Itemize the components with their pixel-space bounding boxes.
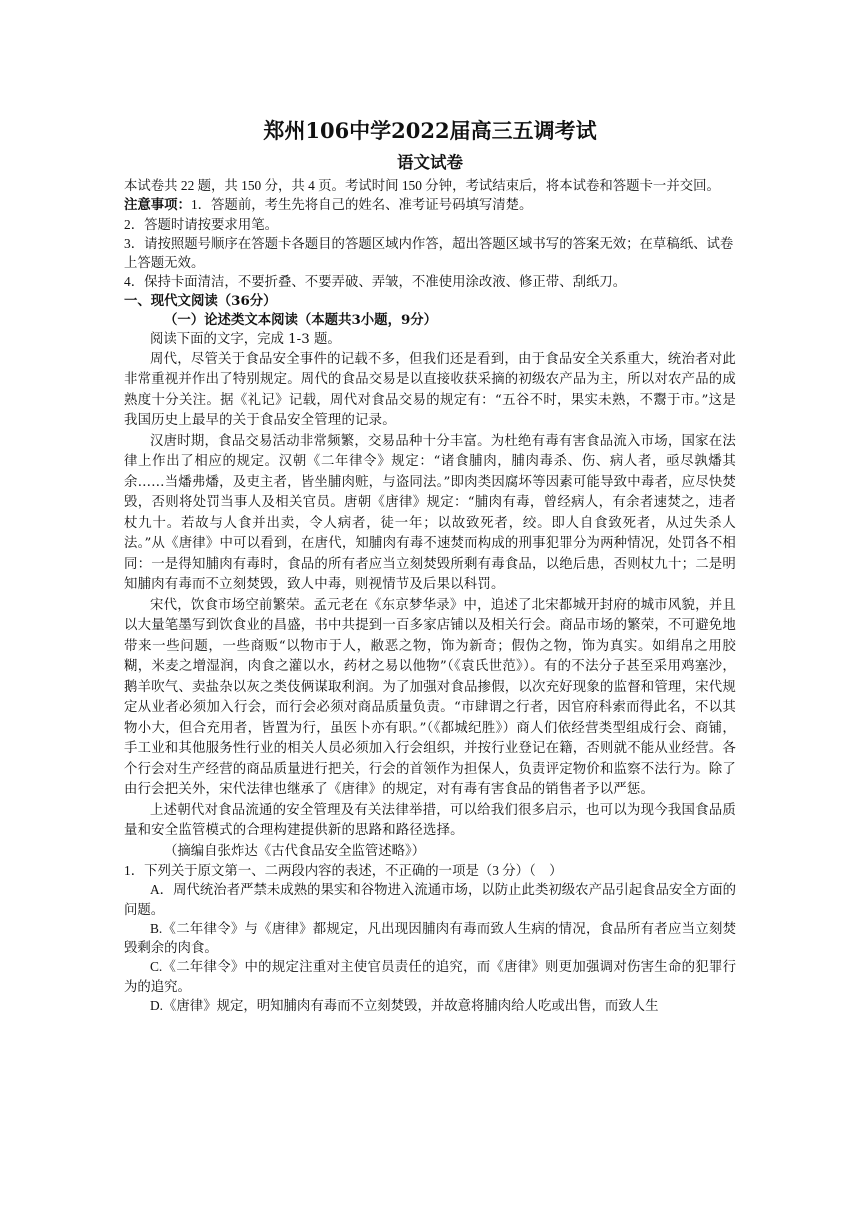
- note-3: 3．请按照题号顺序在答题卡各题目的答题区域内作答，超出答题区域书写的答案无效；在草稿纸、试卷上答题无效。: [124, 235, 734, 271]
- note-2: 2．答题时请按要求用笔。: [124, 216, 278, 232]
- reading-prompt: 阅读下面的文字，完成 1-3 题。: [150, 332, 341, 348]
- exam-subtitle: 语文试卷: [397, 153, 463, 172]
- subsection-heading: （一）论述类文本阅读（本题共3小题，9分）: [164, 312, 438, 329]
- note-4: 4．保持卡面清洁，不要折叠、不要弄破、弄皱，不准使用涂改液、修正带、刮纸刀。: [124, 274, 627, 290]
- essay-paragraph-4: 上述朝代对食品流通的安全管理及有关法律举措，可以给我们很多启示，也可以为现今我国食品质量和安全监管模式的合理构建提供新的思路和路径选择。: [124, 802, 736, 839]
- question-1-option-a: A．周代统治者严禁未成熟的果实和谷物进入流通市场，以防止此类初级农产品引起食品安全方面的问题。: [124, 882, 736, 917]
- essay-paragraph-3: 宋代，饮食市场空前繁荣。孟元老在《东京梦华录》中，追述了北宋都城开封府的城市风貌，并且以大量笔墨写到饮食业的昌盛，书中共提到一百多家店铺以及相关行会。商品市场的繁荣，不可避免地带来一些问题，一些商贩“以物市于人，敝恶之物，饰为新奇；假伪之物，饰为真实。如绢帛之用胶糊，米麦之增湿润，肉食之灌以水，药材之易以他物”（《袁氏世范》）。有的不法分子甚至采用鸡塞沙，鹅羊吹气、卖盐杂以灰之类伎俩谋取利润。为了加强对食品掺假，以次充好现象的监督和管理，宋代规定从业者必须加入行会，而行会必须对商品质量负责。“市肆谓之行者，因官府科索而得此名，不以其物小大，但合充用者，皆置为行，虽医卜亦有职。”（《都城纪胜》）商人们依经营类型组成行会、商铺，手工业和其他服务性行业的相关人员必须加入行会组织，并按行业登记在籍，否则就不能从业经营。各个行会对生产经营的商品质量进行把关，行会的首领作为担保人，负责评定物价和监察不法行为。除了由行会把关外，宋代法律也继承了《唐律》的规定，对有毒有害食品的销售者予以严惩。: [124, 597, 736, 798]
- instructions-intro: 本试卷共 22 题，共 150 分，共 4 页。考试时间 150 分钟，考试结束后，将本试卷和答题卡一并交回。: [124, 178, 720, 193]
- question-1-stem: 1．下列关于原文第一、二两段内容的表述，不正确的一项是（3 分）（ ）: [124, 862, 563, 878]
- essay-paragraph-1: 周代，尽管关于食品安全事件的记载不多，但我们还是看到，由于食品安全关系重大，统治者对此非常重视并作出了特别规定。周代的食品交易是以直接收获采摘的初级农产品为主，所以对农产品的成熟度十分关注。据《礼记》记载，周代对食品交易的规定有：“五谷不时，果实未熟，不鬻于市。”这是我国历史上最早的关于食品安全管理的记录。: [124, 351, 736, 429]
- essay-source: （摘编自张炸达《古代食品安全监管述略》）: [164, 843, 426, 859]
- question-1-option-b: B.《二年律令》与《唐律》都规定，凡出现因脯肉有毒而致人生病的情况，食品所有者应当立刻焚毁剩余的肉食。: [124, 920, 736, 956]
- note-1: 1．答题前，考生先将自己的姓名、准考证号码填写清楚。: [190, 197, 533, 213]
- notice-line: [124, 195, 736, 214]
- notice-label: 注意事项：: [124, 197, 191, 213]
- question-1-option-d: D.《唐律》规定，明知脯肉有毒而不立刻焚毁，并故意将脯肉给人吃或出售，而致人生: [150, 998, 659, 1014]
- essay-paragraph-2: 汉唐时期，食品交易活动非常频繁，交易品种十分丰富。为杜绝有毒有害食品流入市场，国家在法律上作出了相应的规定。汉朝《二年律令》规定：“诸食脯肉，脯肉毒杀、伤、病人者，亟尽孰燔其余……当燔弗燔，及吏主者，皆坐脯肉赃，与盗同法。”即肉类因腐坏等因素可能导致中毒者，应尽快焚毁，否则将处罚当事人及相关官员。唐朝《唐律》规定：“脯肉有毒，曾经病人，有余者速焚之，违者杖九十。若故与人食并出卖，令人病者，徒一年；以故致死者，绞。即人自食致死者，从过失杀人法。”从《唐律》中可以看到，在唐代，知脯肉有毒不速焚而构成的刑事犯罪分为两种情况，处罚各不相同：一是得知脯肉有毒时，食品的所有者应当立刻焚毁所剩有毒食品，以绝后患，否则杖九十；二是明知脯肉有毒而不立刻焚毁，致人中毒，则视情节及后果以科罚。: [124, 433, 736, 593]
- exam-title: 郑州106中学2022届高三五调考试: [263, 118, 597, 143]
- section-heading: 一、现代文阅读（36分）: [124, 292, 277, 309]
- question-1-option-c: C.《二年律令》中的规定注重对主使官员责任的追究，而《唐律》则更加强调对伤害生命的犯罪行为的追究。: [124, 959, 736, 994]
